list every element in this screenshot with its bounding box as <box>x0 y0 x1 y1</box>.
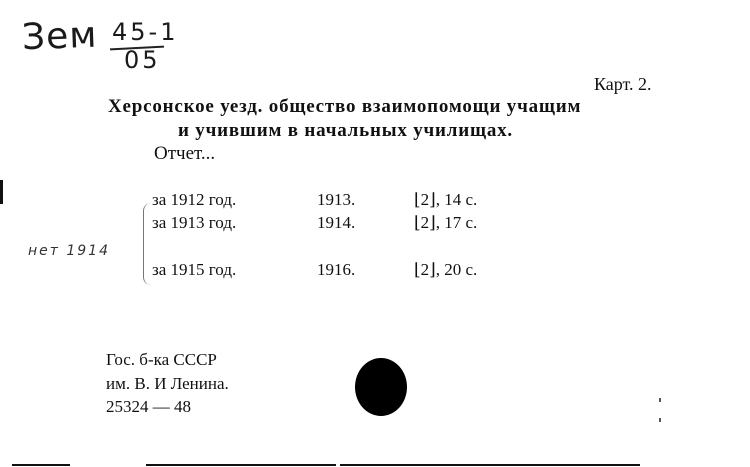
entry-pages: ⌊2⌋, 14 с. <box>414 190 478 209</box>
punch-hole <box>355 358 407 416</box>
library-line-1: Гос. б-ка СССР <box>106 350 217 369</box>
entry-year: 1914. <box>317 213 356 232</box>
scan-edge-mark <box>12 464 70 466</box>
entry-period: за 1913 год. <box>152 213 237 232</box>
entry-year: 1913. <box>317 190 356 209</box>
scan-edge-mark <box>0 180 3 204</box>
library-line-2: им. В. И Ленина. <box>106 374 229 393</box>
title-line-1: Херсонское уезд. общество взаимопомощи учащим <box>108 96 582 117</box>
card-number: Карт. 2. <box>594 74 652 94</box>
entry-period: за 1912 год. <box>152 190 237 209</box>
entry-year: 1916. <box>317 260 356 279</box>
entry-pages: ⌊2⌋, 20 с. <box>414 260 478 279</box>
bracket-mark <box>143 203 154 285</box>
margin-note: нет 1914 <box>28 243 111 259</box>
entry-period: за 1915 год. <box>152 260 237 279</box>
library-line-3: 25324 — 48 <box>106 397 191 416</box>
shelfmark-numerator: 45-1 <box>112 18 179 46</box>
scan-edge-mark <box>340 464 640 466</box>
scan-edge-mark <box>146 464 336 466</box>
report-label: Отчет... <box>154 143 216 164</box>
shelfmark-denominator: 05 <box>124 46 161 74</box>
scan-edge-mark <box>659 418 661 422</box>
shelfmark-prefix: Зем <box>21 14 99 59</box>
title-line-2: и учившим в начальных училищах. <box>178 120 513 141</box>
scan-edge-mark <box>659 398 661 402</box>
entry-pages: ⌊2⌋, 17 с. <box>414 213 478 232</box>
